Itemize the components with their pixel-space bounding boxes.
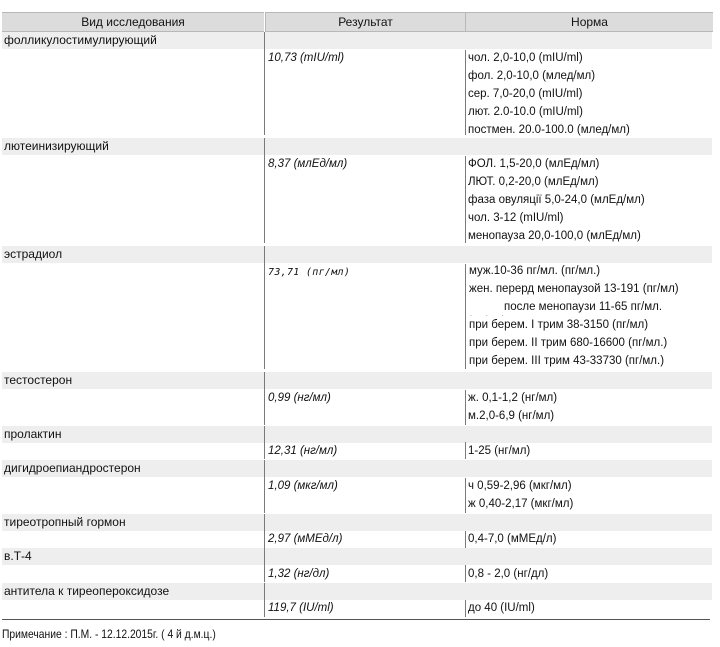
norm-line: постмен. 20.0-100.0 (млед/мл)	[468, 124, 630, 136]
norm-line: муж.10-36 пг/мл. (пг/мл.)	[469, 265, 601, 277]
section-title: фолликулостимулирующий	[4, 33, 157, 47]
norm-line: ж. 0,1-1,2 (нг/мл)	[468, 392, 558, 404]
column-divider	[465, 478, 466, 513]
column-divider	[264, 460, 265, 513]
column-divider	[465, 600, 466, 617]
norm-line: фол. 2,0-10,0 (млед/мл)	[468, 70, 596, 82]
norm-line: чол. 3-12 (mIU/ml)	[468, 212, 564, 224]
column-divider	[465, 264, 466, 369]
section-title: антитела к тиреопероксидозе	[4, 584, 170, 598]
result-value: 2,97 (мМЕд/л)	[268, 533, 343, 545]
section-band	[2, 246, 712, 263]
norm-line: при берем. III трим 43-33730 (пг/мл.)	[469, 355, 665, 367]
column-divider	[264, 514, 265, 548]
norm-line: ЛЮТ. 0,2-20,0 (млЕд/мл)	[468, 176, 599, 188]
norm-line: сер. 7,0-20,0 (mIU/ml)	[468, 88, 583, 100]
section-title: пролактин	[4, 427, 62, 441]
norm-line: менопауза 20,0-100,0 (млЕд/мл)	[468, 230, 641, 242]
norm-line: 0,8 - 2,0 (нг/дл)	[468, 568, 549, 580]
result-value: 1,09 (мкг/мл)	[268, 480, 338, 492]
result-value: 8,37 (млЕд/мл)	[268, 158, 348, 170]
table-bottom-rule	[2, 619, 710, 620]
result-value: 0,99 (нг/мл)	[268, 392, 331, 404]
section-title: тестостерон	[4, 373, 73, 387]
result-value: 10,73 (mIU/ml)	[268, 52, 345, 64]
section-title: в.Т-4	[4, 549, 32, 563]
column-divider	[465, 565, 466, 582]
column-divider	[264, 246, 265, 369]
result-value: 119,7 (IU/ml)	[268, 602, 334, 614]
column-divider	[264, 548, 265, 582]
decorative-dots: . . .	[470, 311, 510, 318]
column-divider	[264, 426, 265, 459]
section-band	[2, 372, 712, 389]
column-divider	[264, 372, 265, 425]
column-divider	[465, 442, 466, 459]
result-value: 73,71 (пг/мл)	[268, 267, 351, 278]
norm-line: после менопаузи 11-65 пг/мл.	[504, 301, 663, 313]
norm-line: ФОЛ. 1,5-20,0 (млЕд/мл)	[468, 158, 600, 170]
section-title: дигидроепиандростерон	[4, 461, 141, 475]
column-divider	[264, 583, 265, 617]
column-header-test: Вид исследования	[2, 12, 264, 32]
section-band	[2, 426, 712, 443]
column-divider	[465, 390, 466, 425]
norm-line: ч 0,59-2,96 (мкг/мл)	[468, 480, 572, 492]
section-title: лютеинизирующий	[4, 139, 109, 153]
norm-line: чол. 2,0-10,0 (mIU/ml)	[468, 52, 583, 64]
norm-line: 0,4-7,0 (мМЕд/л)	[468, 533, 557, 545]
norm-line: жен. перерд менопаузой 13-191 (пг/мл)	[469, 283, 679, 295]
result-value: 1,32 (нг/дл)	[268, 568, 330, 580]
result-value: 12,31 (нг/мл)	[268, 445, 338, 457]
section-title: эстрадиол	[4, 247, 63, 261]
norm-line: м.2,0-6,9 (нг/мл)	[468, 410, 555, 422]
norm-line: 1-25 (нг/мл)	[468, 445, 531, 457]
column-header-norm: Норма	[465, 12, 713, 32]
norm-line: лют. 2.0-10.0 (mIU/ml)	[468, 106, 583, 118]
norm-line: при берем. I трим 38-3150 (пг/мл)	[469, 319, 649, 331]
norm-line: до 40 (IU/ml)	[468, 602, 535, 614]
column-divider	[465, 156, 466, 243]
column-divider	[465, 531, 466, 548]
column-divider	[264, 138, 265, 243]
norm-line: ж 0,40-2,17 (мкг/мл)	[468, 498, 574, 510]
section-title: тиреотропный гормон	[4, 515, 126, 529]
column-divider	[465, 50, 466, 135]
norm-line: при берем. II трим 680-16600 (пг/мл.)	[469, 337, 668, 349]
column-divider	[264, 32, 265, 135]
footnote: Примечание : П.М. - 12.12.2015г. ( 4 й д.м.ц.)	[2, 627, 216, 641]
norm-line: фаза овуляції 5,0-24,0 (млЕд/мл)	[468, 194, 645, 206]
column-header-result: Результат	[265, 12, 465, 32]
section-band	[2, 548, 712, 565]
